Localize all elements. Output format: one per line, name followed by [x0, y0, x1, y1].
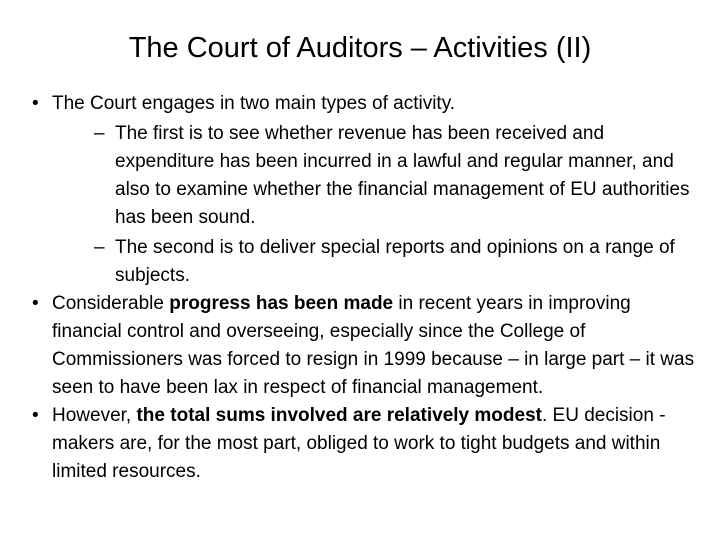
sub-item-text: The second is to deliver special reports and opinions on a range of subjects.: [115, 237, 675, 286]
bullet-text-emphasis: the total sums involved are relatively modest: [136, 405, 542, 426]
bullet-icon: •: [32, 405, 39, 426]
bullet-text: The Court engages in two main types of activity.: [52, 93, 456, 114]
bullet-text-lead: However,: [52, 405, 137, 426]
bullet-icon: •: [32, 93, 39, 114]
slide-body: [32, 90, 704, 486]
bullet-text-rest: . EU decision -makers are, for the most part, obliged to work to tight budgets and within limited resources.: [52, 405, 666, 482]
slide-title: The Court of Auditors – Activities (II): [128, 32, 592, 64]
bullet-text-rest: in recent years in improving financial control and overseeing, especially since the College of Commissioners was forced to resign in 1999 because – in large part – it was seen to have been lax in respect of financial management.: [52, 293, 695, 398]
bullet-icon: •: [32, 293, 39, 314]
bullet-item-total-sums: [32, 402, 704, 486]
bullet-text-lead: Considerable: [52, 293, 170, 314]
sub-item-text: The first is to see whether revenue has been received and expenditure has been incurred in a lawful and regular manner, and also to examine whether the financial management of EU authorities has been sound.: [115, 123, 690, 228]
bullet-text-emphasis: progress has been made: [169, 293, 394, 314]
sub-item-first-activity: [32, 120, 704, 232]
dash-icon: –: [94, 123, 105, 144]
dash-icon: –: [94, 237, 105, 258]
bullet-item-activity-types: [32, 90, 704, 118]
bullet-item-progress: [32, 290, 704, 402]
sub-item-second-activity: [32, 234, 704, 290]
